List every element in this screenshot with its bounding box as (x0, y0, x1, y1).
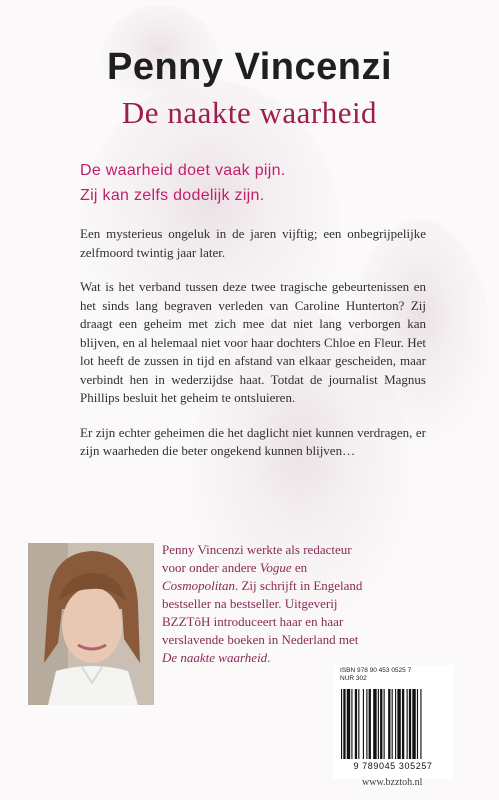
barcode-bar (409, 689, 411, 759)
barcode-bar (366, 689, 367, 759)
barcode-bar (369, 689, 371, 759)
barcode-bar (402, 689, 404, 759)
barcode-bar (378, 689, 379, 759)
bio-line-7 (162, 649, 302, 667)
bio-line-4: bestseller na bestseller. Uitgeverij (162, 596, 338, 611)
tagline-line-1: De waarheid doet vaak pijn. (80, 162, 286, 179)
publisher-website: www.bzztoh.nl (362, 777, 423, 788)
barcode-bar (380, 689, 382, 759)
barcode-bar (347, 689, 350, 759)
bio-line-1: Penny Vincenzi werkte als redacteur (162, 542, 352, 557)
bio-text: voor onder andere (162, 560, 257, 575)
author-name: Penny Vincenzi (106, 46, 393, 88)
barcode-bar (351, 689, 352, 759)
barcode-bar (373, 689, 376, 759)
bio-text: . Zij schrijft in Engeland (234, 578, 363, 593)
book-title-mention: De naakte waarheid (162, 650, 268, 665)
barcode-bar (420, 689, 421, 759)
bio-line-3 (162, 577, 363, 595)
barcode (341, 689, 445, 759)
bio-line-5: BZZTôH introduceert haar en haar (162, 614, 344, 629)
isbn-number: ISBN 978 90 453 0525 7 (340, 667, 412, 674)
barcode-bar (412, 689, 415, 759)
nur-code: NUR 302 (340, 675, 367, 682)
blurb (80, 225, 426, 477)
blurb-paragraph-3: Er zijn echter geheimen die het daglicht niet kunnen verdragen, er zijn waarheden die beter ongekend kunnen blijven… (80, 424, 426, 458)
barcode-bar (384, 689, 385, 759)
book-title: De naakte waarheid (121, 95, 378, 130)
isbn-block (340, 667, 411, 683)
barcode-panel (333, 665, 453, 779)
barcode-bar (392, 689, 393, 759)
barcode-bar (395, 689, 396, 759)
magazine-cosmopolitan: Cosmopolitan (162, 578, 235, 593)
barcode-bar (343, 689, 345, 759)
bio-line-6: verslavende boeken in Nederland met (162, 632, 359, 647)
barcode-bar (355, 689, 357, 759)
barcode-bar (363, 689, 364, 759)
tagline (80, 158, 286, 208)
barcode-bar (388, 689, 390, 759)
bio-text: en (291, 560, 308, 575)
bio-line-2 (162, 559, 308, 577)
barcode-bar (397, 689, 400, 759)
blurb-paragraph-2: Wat is het verband tussen deze twee tragische gebeurtenissen en het sinds lang begraven verleden van Caroline Hunterton? Zij draagt een geheim met zich mee dat niet lang verborgen kan blijven, en al helemaal niet voor haar dochters Chloe en Fleur. Het lot heeft de zussen in tijd en afstand van elkaar gescheiden, maar verbindt hen in wederzijdse haat. Totdat de journalist Magnus Phillips besluit het geheim te ontsluieren. (80, 279, 426, 405)
barcode-bar (358, 689, 359, 759)
barcode-number: 9 789045 305257 (353, 761, 433, 771)
barcode-bar (407, 689, 408, 759)
author-photo (28, 543, 154, 705)
bio-text: . (267, 650, 271, 665)
magazine-vogue: Vogue (259, 560, 292, 575)
author-bio (162, 541, 363, 667)
blurb-paragraph-1: Een mysterieus ongeluk in de jaren vijftig; een onbegrijpelijke zelfmoord twintig jaar later. (80, 226, 426, 260)
barcode-bar (341, 689, 342, 759)
tagline-line-2: Zij kan zelfs dodelijk zijn. (80, 187, 265, 204)
barcode-bar (417, 689, 418, 759)
